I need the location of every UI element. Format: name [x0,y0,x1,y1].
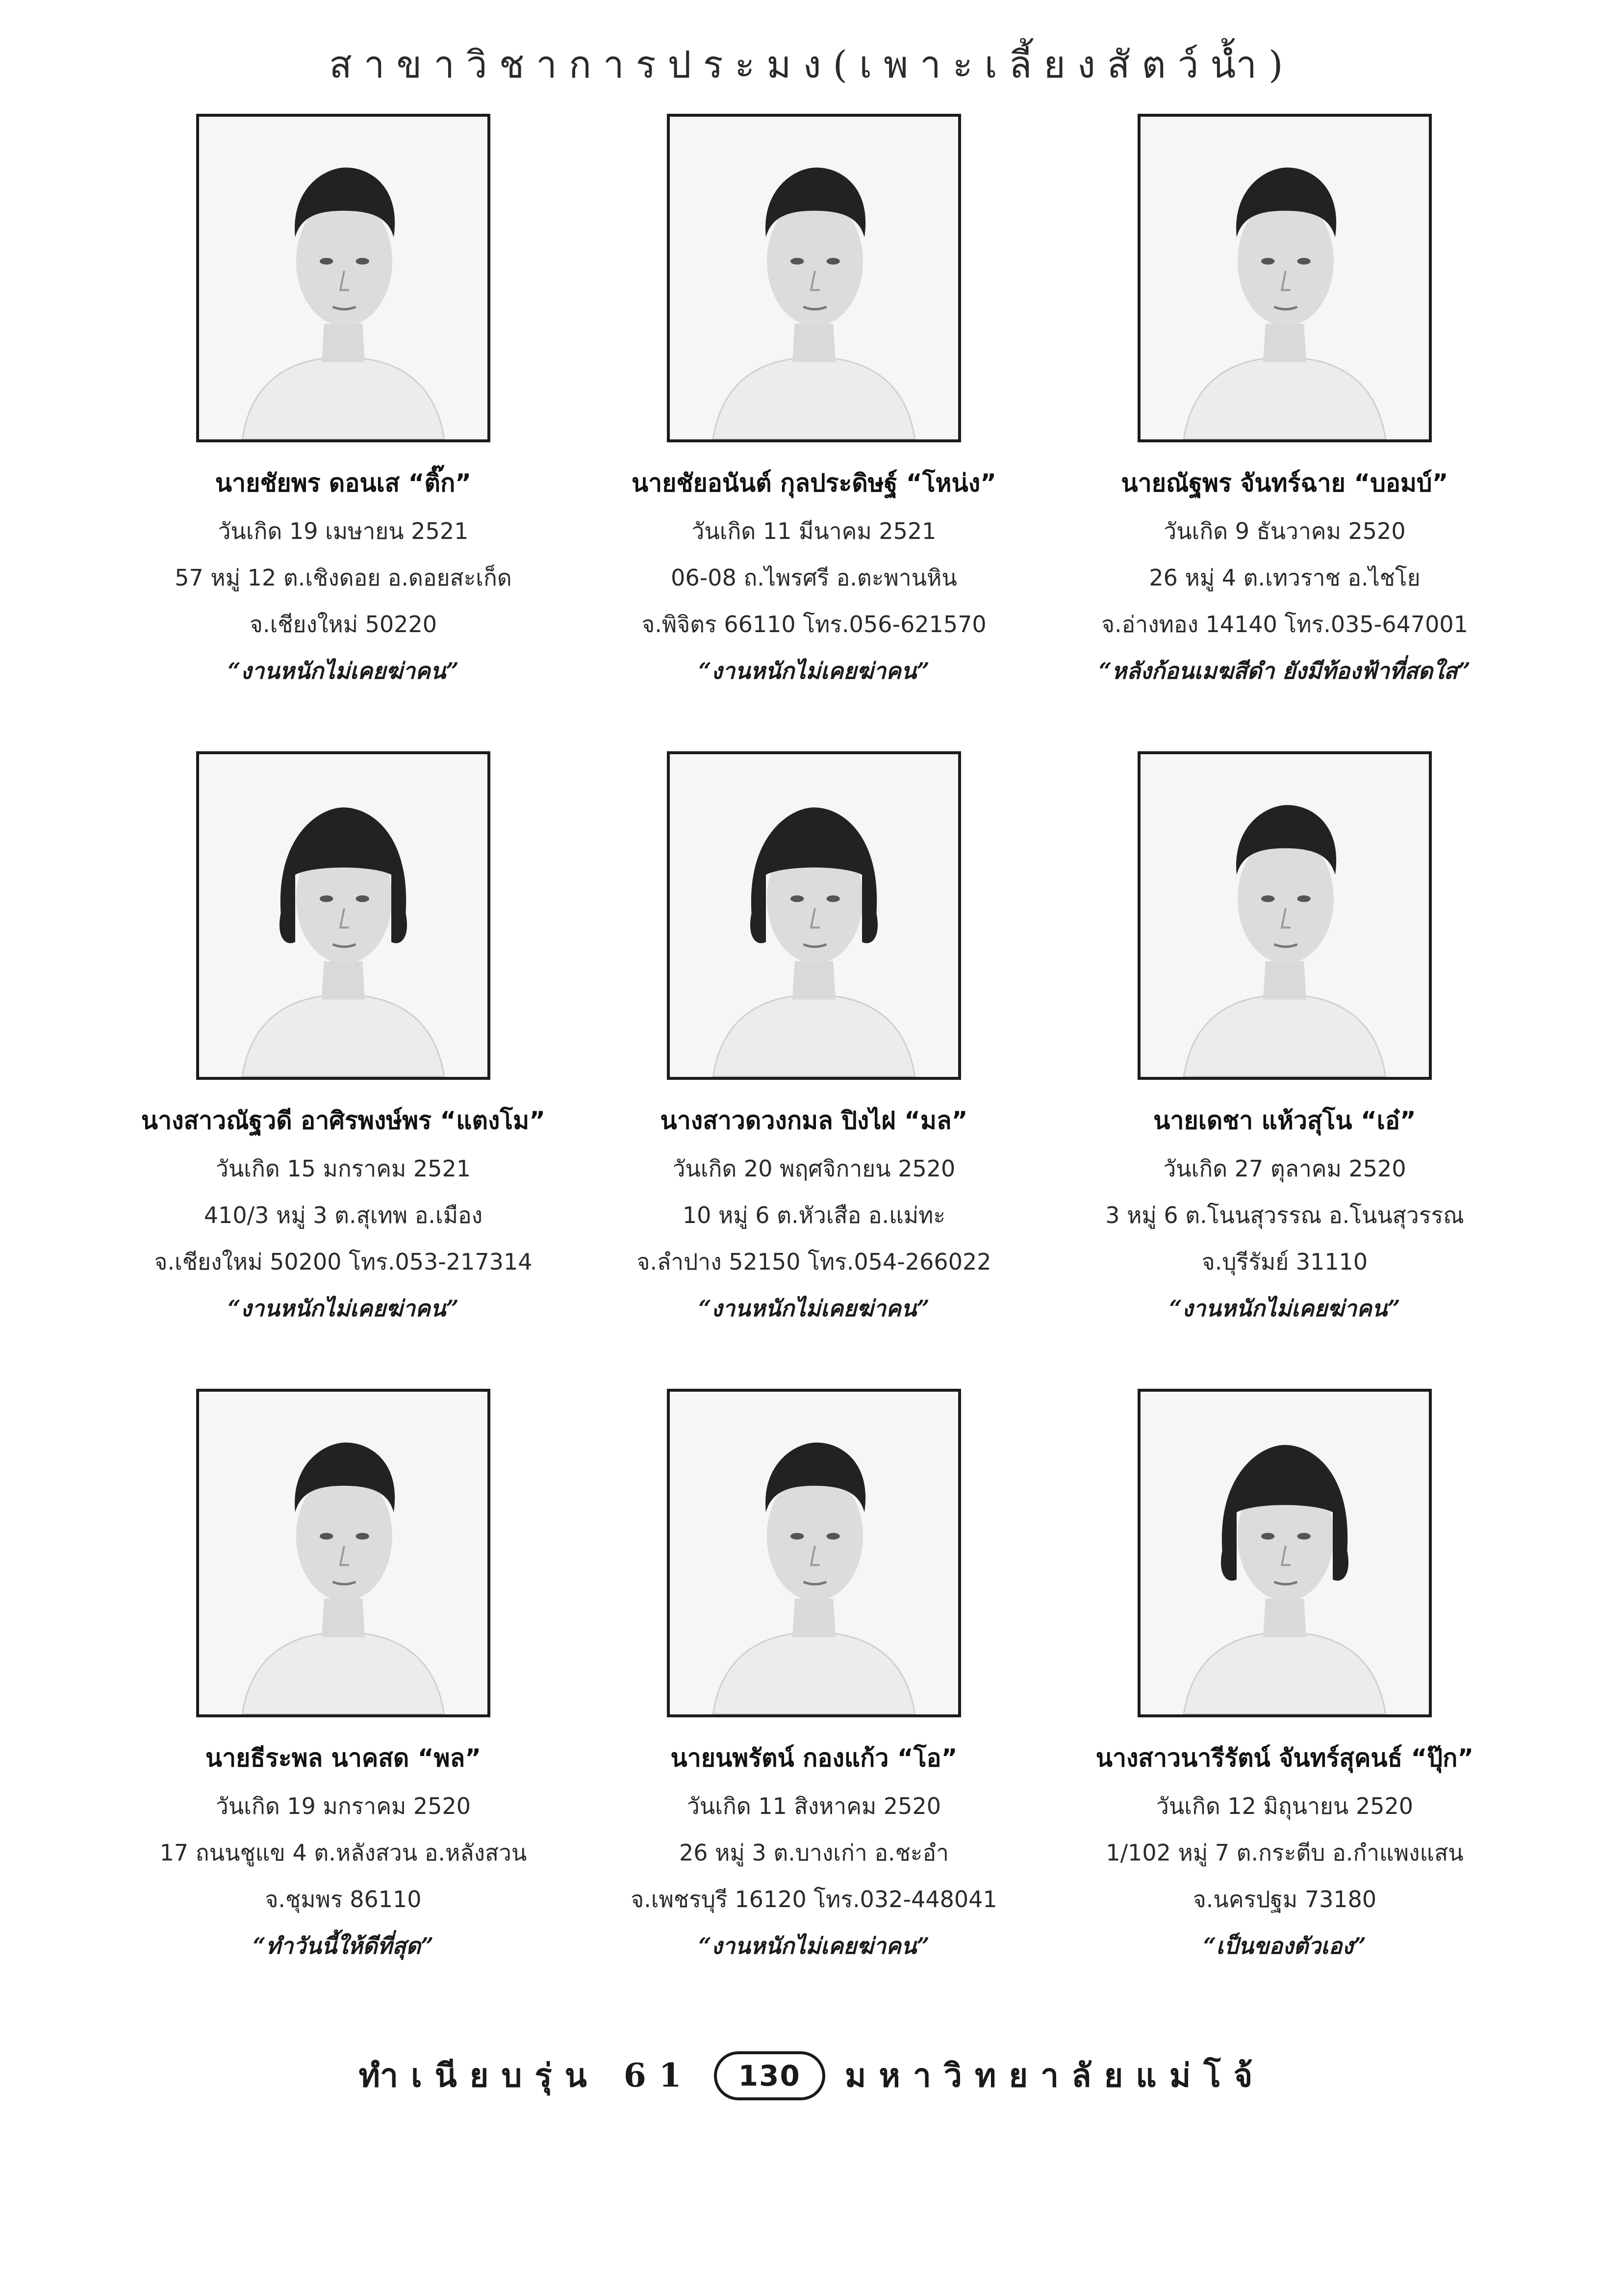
student-photo [1138,1389,1432,1717]
page-footer [0,2050,1624,2101]
student-address-line1: 3 หมู่ 6 ต.โนนสุวรรณ อ.โนนสุวรรณ [1105,1202,1464,1228]
student-motto: “งานหนักไม่เคยฆ่าคน” [698,658,930,684]
student-birthdate: วันเกิด 11 มีนาคม 2521 [691,518,937,544]
student-motto: “งานหนักไม่เคยฆ่าคน” [698,1295,930,1322]
student-address-line1: 10 หมู่ 6 ต.หัวเสือ อ.แม่ทะ [682,1202,946,1228]
student-grid [108,108,1520,2001]
student-name: นางสาวณัฐวดี อาศิรพงษ์พร “แตงโม” [141,1106,546,1135]
student-name: นายชัยอนันต์ กุลประดิษฐ์ “โหน่ง” [632,469,996,497]
student-photo [667,1389,961,1717]
footer-university-label: มหาวิทยาลัยแม่โจ้ [844,2056,1266,2094]
portrait-image [199,1392,487,1714]
student-address-line1: 26 หมู่ 3 ต.บางเก่า อ.ชะอำ [679,1839,949,1866]
student-birthdate: วันเกิด 11 สิงหาคม 2520 [687,1793,941,1819]
student-address-line2: จ.เชียงใหม่ 50220 [250,611,437,638]
portrait-image [1141,1392,1429,1714]
student-name: นายเดชา แห้วสุโน “เอ๋” [1153,1106,1416,1135]
student-birthdate: วันเกิด 9 ธันวาคม 2520 [1164,518,1406,544]
student-motto: “งานหนักไม่เคยฆ่าคน” [228,1295,459,1322]
student-motto: “งานหนักไม่เคยฆ่าคน” [228,658,459,684]
student-address-line2: จ.อ่างทอง 14140 โทร.035-647001 [1101,611,1468,638]
student-address-line2: จ.พิจิตร 66110 โทร.056-621570 [641,611,987,638]
student-photo [667,114,961,442]
student-address-line1: 06-08 ถ.ไพรศรี อ.ตะพานหิน [671,564,957,591]
student-card-2 [579,108,1049,745]
portrait-image [199,754,487,1077]
portrait-image [670,754,958,1077]
student-card-1 [108,108,579,745]
student-address-line1: 1/102 หมู่ 7 ต.กระตีบ อ.กำแพงแสน [1106,1839,1464,1866]
student-address-line2: จ.เชียงใหม่ 50200 โทร.053-217314 [154,1249,533,1275]
student-birthdate: วันเกิด 19 มกราคม 2520 [216,1793,471,1819]
portrait-image [670,117,958,439]
student-motto: “ทำวันนี้ให้ดีที่สุด” [253,1933,434,1959]
student-address-line2: จ.นครปฐม 73180 [1193,1886,1377,1912]
student-birthdate: วันเกิด 20 พฤศจิกายน 2520 [672,1155,956,1182]
student-name: นางสาวดวงกมล ปิงไฝ “มล” [660,1106,968,1135]
student-birthdate: วันเกิด 19 เมษายน 2521 [218,518,469,544]
portrait-image [199,117,487,439]
student-photo [196,114,490,442]
student-name: นางสาวนารีรัตน์ จันทร์สุคนธ์ “ปุ๊ก” [1095,1744,1474,1772]
portrait-image [1141,754,1429,1077]
page-number: 130 [714,2051,825,2100]
student-photo [667,751,961,1080]
student-motto: “เป็นของตัวเอง” [1203,1933,1367,1959]
student-address-line2: จ.เพชรบุรี 16120 โทร.032-448041 [631,1886,997,1912]
student-birthdate: วันเกิด 15 มกราคม 2521 [216,1155,471,1182]
student-card-9 [1049,1383,1520,2020]
student-motto: “งานหนักไม่เคยฆ่าคน” [1169,1295,1400,1322]
student-name: นายธีระพล นาคสด “พล” [205,1744,482,1772]
student-address-line2: จ.ลำปาง 52150 โทร.054-266022 [636,1249,991,1275]
student-address-line2: จ.ชุมพร 86110 [265,1886,422,1912]
student-photo [1138,114,1432,442]
student-address-line1: 17 ถนนชูแข 4 ต.หลังสวน อ.หลังสวน [159,1839,527,1866]
student-name: นายณัฐพร จันทร์ฉาย “บอมบ์” [1121,469,1448,497]
page-title: สาขาวิชาการประมง(เพาะเลี้ยงสัตว์น้ำ) [329,43,1295,86]
student-address-line1: 26 หมู่ 4 ต.เทวราช อ.ไชโย [1149,564,1421,591]
student-motto: “งานหนักไม่เคยฆ่าคน” [698,1933,930,1959]
student-photo [1138,751,1432,1080]
student-address-line2: จ.บุรีรัมย์ 31110 [1201,1249,1368,1275]
student-photo [196,751,490,1080]
student-card-6 [1049,745,1520,1383]
student-address-line1: 57 หมู่ 12 ต.เชิงดอย อ.ดอยสะเก็ด [175,564,512,591]
student-motto: “หลังก้อนเมฆสีดำ ยังมีท้องฟ้าที่สดใส” [1098,658,1471,684]
footer-yearbook-label: ทำเนียบรุ่น 61 [358,2056,694,2094]
student-address-line1: 410/3 หมู่ 3 ต.สุเทพ อ.เมือง [203,1202,483,1228]
student-name: นายชัยพร ดอนเส “ติ๊ก” [215,469,472,497]
student-card-7 [108,1383,579,2020]
student-birthdate: วันเกิด 12 มิถุนายน 2520 [1156,1793,1414,1819]
student-photo [196,1389,490,1717]
student-name: นายนพรัตน์ กองแก้ว “โอ” [670,1744,958,1772]
student-card-8 [579,1383,1049,2020]
student-card-4 [108,745,579,1383]
student-card-3 [1049,108,1520,745]
portrait-image [1141,117,1429,439]
student-card-5 [579,745,1049,1383]
student-birthdate: วันเกิด 27 ตุลาคม 2520 [1163,1155,1406,1182]
portrait-image [670,1392,958,1714]
